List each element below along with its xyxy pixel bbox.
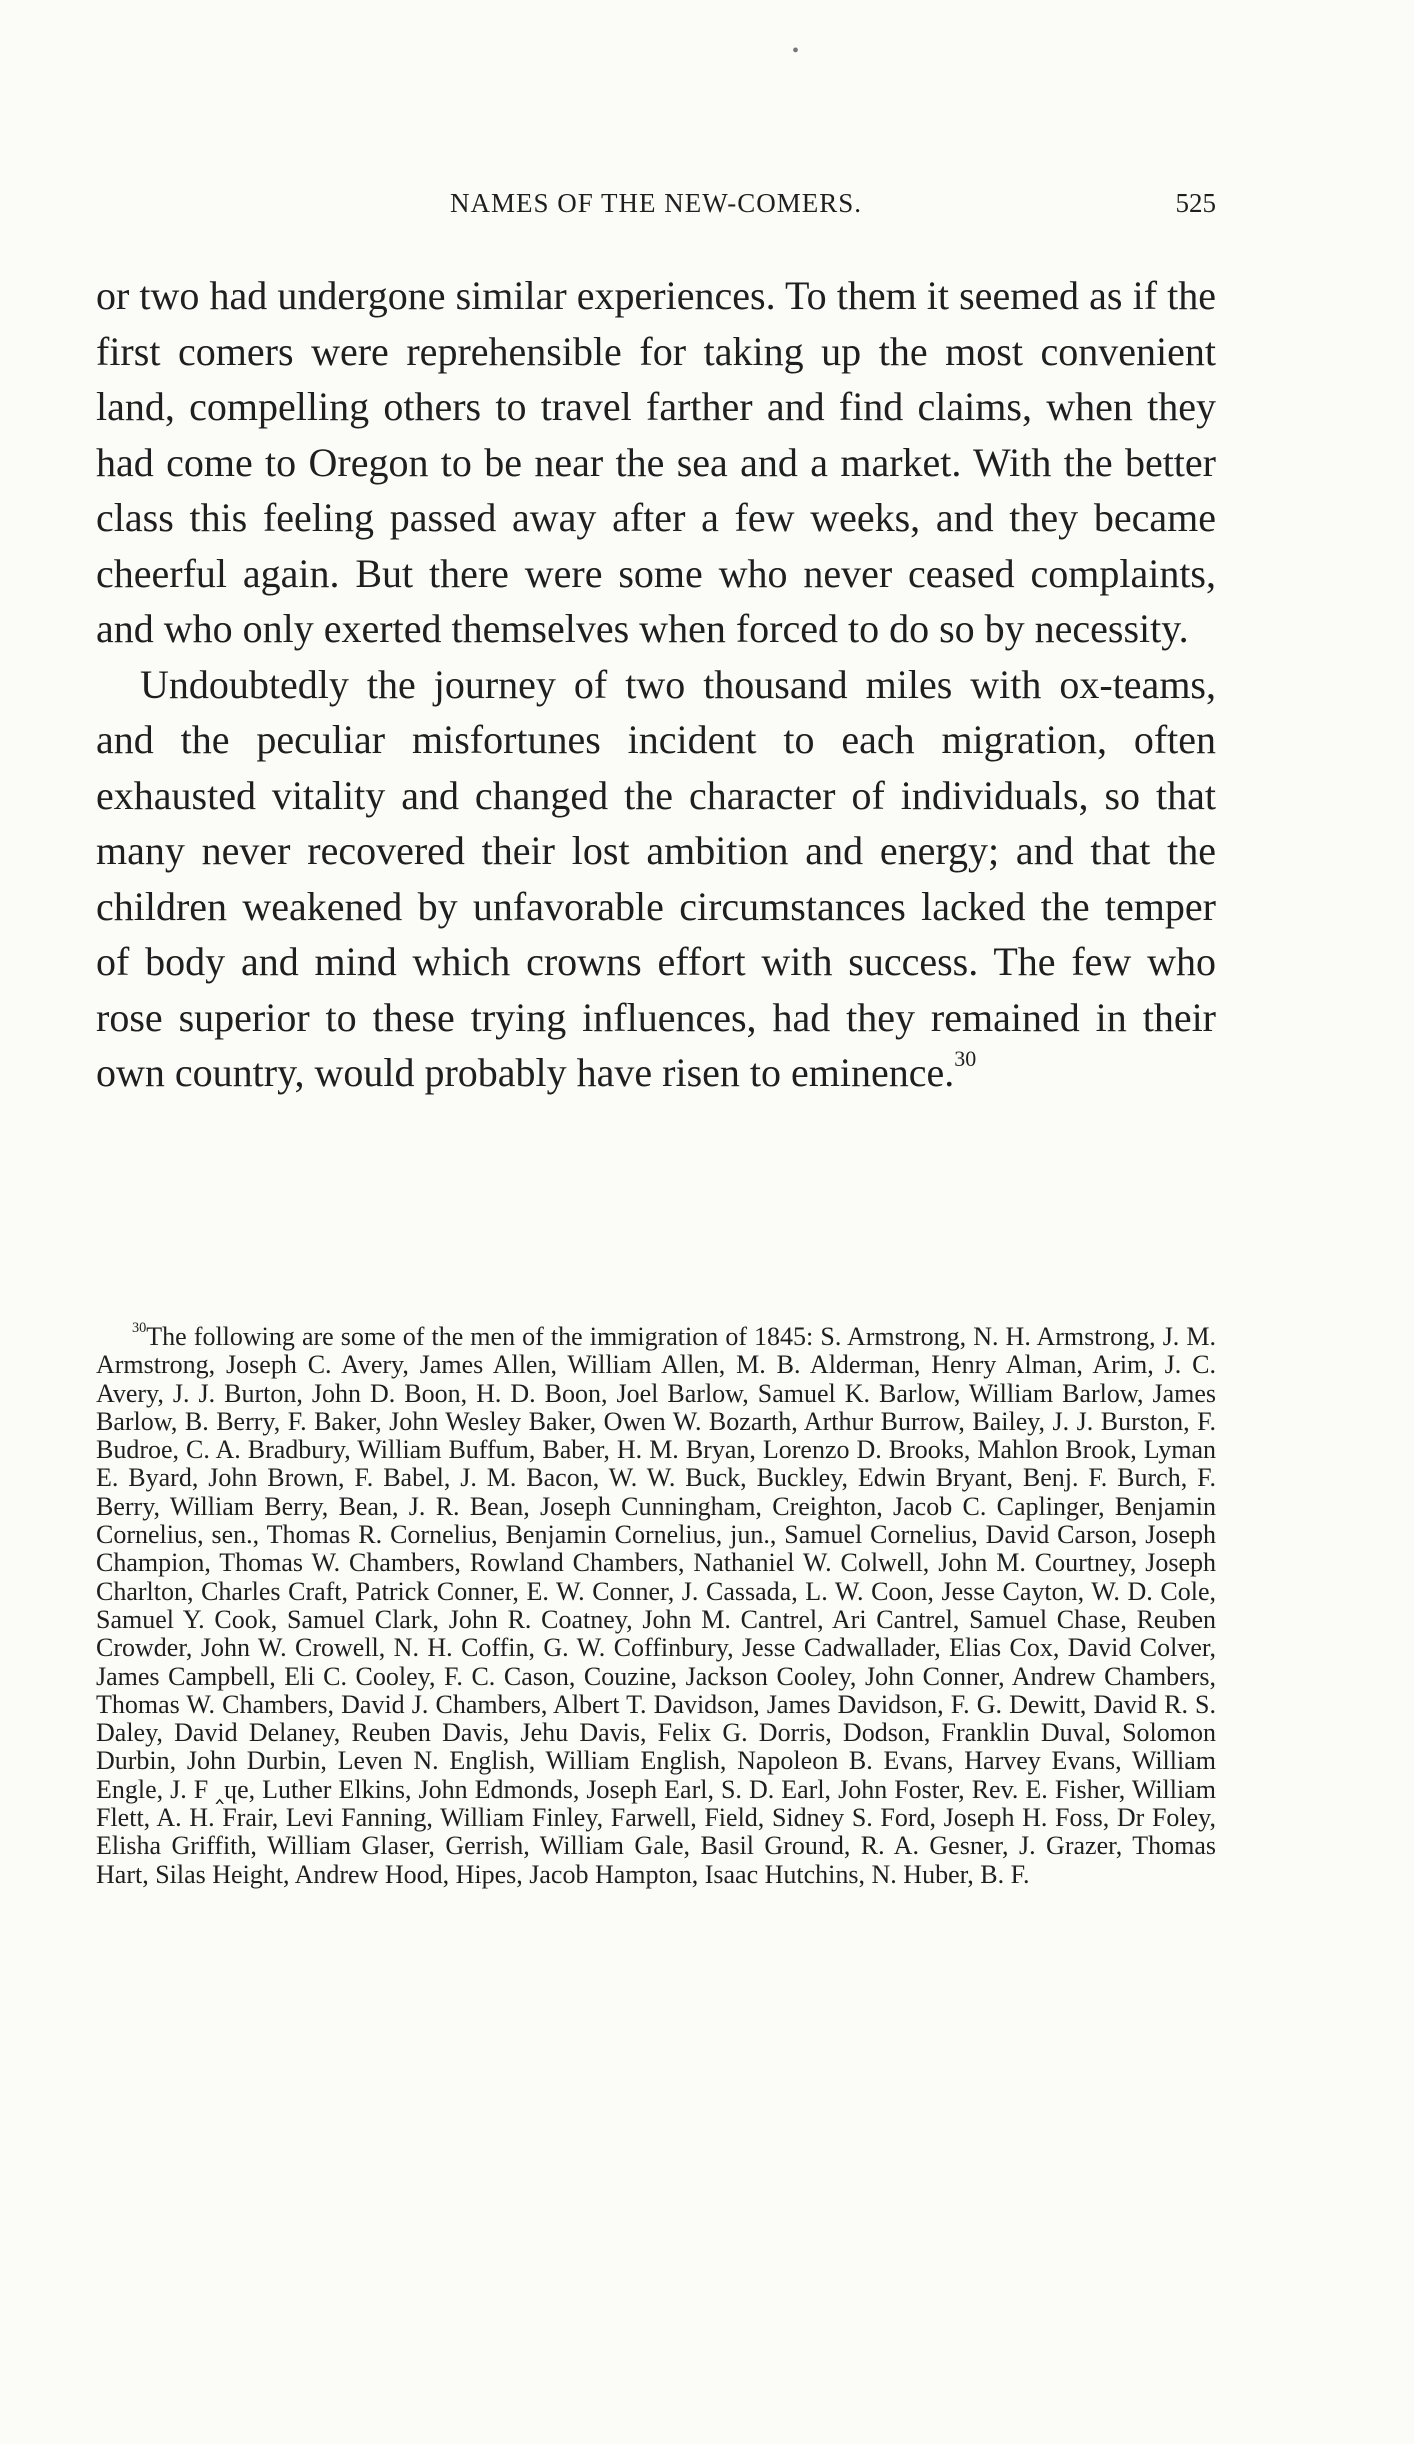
footnote-reference: 30	[954, 1046, 977, 1072]
paragraph	[96, 657, 1216, 1101]
body-text	[96, 268, 1216, 1101]
page-number: 525	[1175, 188, 1216, 218]
printing-speck: •	[792, 40, 800, 62]
footnote-number: 30	[132, 1320, 147, 1337]
footnote-text: The following are some of the men of the immigration of 1845: S. Armstrong, N. H. Armstrong, J. M. Armstrong, Joseph C. Avery, James Allen, William Allen, M. B. Alderman, Henry Alman, Arim, J. C. Avery, J. J. Burton, John D. Boon, H. D. Boon, Joel Barlow, Samuel K. Barlow, William Barlow, James Barlow, B. Berry, F. Baker, John Wesley Baker, Owen W. Bozarth, Arthur Burrow, Bailey, J. J. Burston, F. Budroe, C. A. Bradbury, William Buffum, Baber, H. M. Bryan, Lorenzo D. Brooks, Mahlon Brook, Lyman E. Byard, John Brown, F. Babel, J. M. Bacon, W. W. Buck, Buckley, Edwin Bryant, Benj. F. Burch, F. Berry, William Berry, Bean, J. R. Bean, Joseph Cunningham, Creighton, Jacob C. Caplinger, Benjamin Cornelius, sen., Thomas R. Cornelius, Benjamin Cornelius, jun., Samuel Cornelius, David Carson, Joseph Champion, Thomas W. Chambers, Rowland Chambers, Nathaniel W. Colwell, John M. Courtney, Joseph Charlton, Charles Craft, Patrick Conner, E. W. Conner, J. Cassada, L. W. Coon, Jesse Cayton, W. D. Cole, Samuel Y. Cook, Samuel Clark, John R. Coatney, John M. Cantrel, Ari Cantrel, Samuel Chase, Reuben Crowder, John W. Crowell, N. H. Coffin, G. W. Coffinbury, Jesse Cadwallader, Elias Cox, David Colver, James Campbell, Eli C. Cooley, F. C. Cason, Couzine, Jackson Cooley, John Conner, Andrew Chambers, Thomas W. Chambers, David J. Chambers, Albert T. Davidson, James Davidson, F. G. Dewitt, David R. S. Daley, David Delaney, Reuben Davis, Jehu Davis, Felix G. Dorris, Dodson, Franklin Duval, Solomon Durbin, John Durbin, Leven N. English, William English, Napoleon B. Evans, Harvey Evans, William Engle, J. F ‸ɥe, Luther Elkins, John Edmonds, Joseph Earl, S. D. Earl, John Foster, Rev. E. Fisher, William Flett, A. H. Frair, Levi Fanning, William Finley, Farwell, Field, Sidney S. Ford, Joseph H. Foss, Dr Foley, Elisha Griffith, William Glaser, Gerrish, William Gale, Basil Ground, R. A. Gesner, J. Grazer, Thomas Hart, Silas Height, Andrew Hood, Hipes, Jacob Hampton, Isaac Hutchins, N. Huber, B. F.	[96, 1322, 1216, 1889]
running-title: NAMES OF THE NEW-COMERS.	[449, 188, 863, 218]
page-header	[96, 188, 1216, 228]
paragraph-text: Undoubtedly the journey of two thousand miles with ox-teams, and the peculiar misfortunes incident to each migration, often exhausted vitality and changed the character of individuals, so that many never recovered their lost ambition and energy; and that the children weakened by unfavorable circumstances lacked the temper of body and mind which crowns effort with success. The few who rose superior to these trying influences, had they remained in their own country, would probably have risen to eminence.	[96, 661, 1216, 1095]
paragraph: or two had undergone similar experiences. To them it seemed as if the first comers were reprehensible for taking up the most convenient land, compelling others to travel farther and find claims, when they had come to Oregon to be near the sea and a market. With the better class this feeling passed away after a few weeks, and they became cheerful again. But there were some who never ceased complaints, and who only exerted themselves when forced to do so by necessity.	[96, 273, 1216, 651]
footnote	[96, 1320, 1216, 1889]
